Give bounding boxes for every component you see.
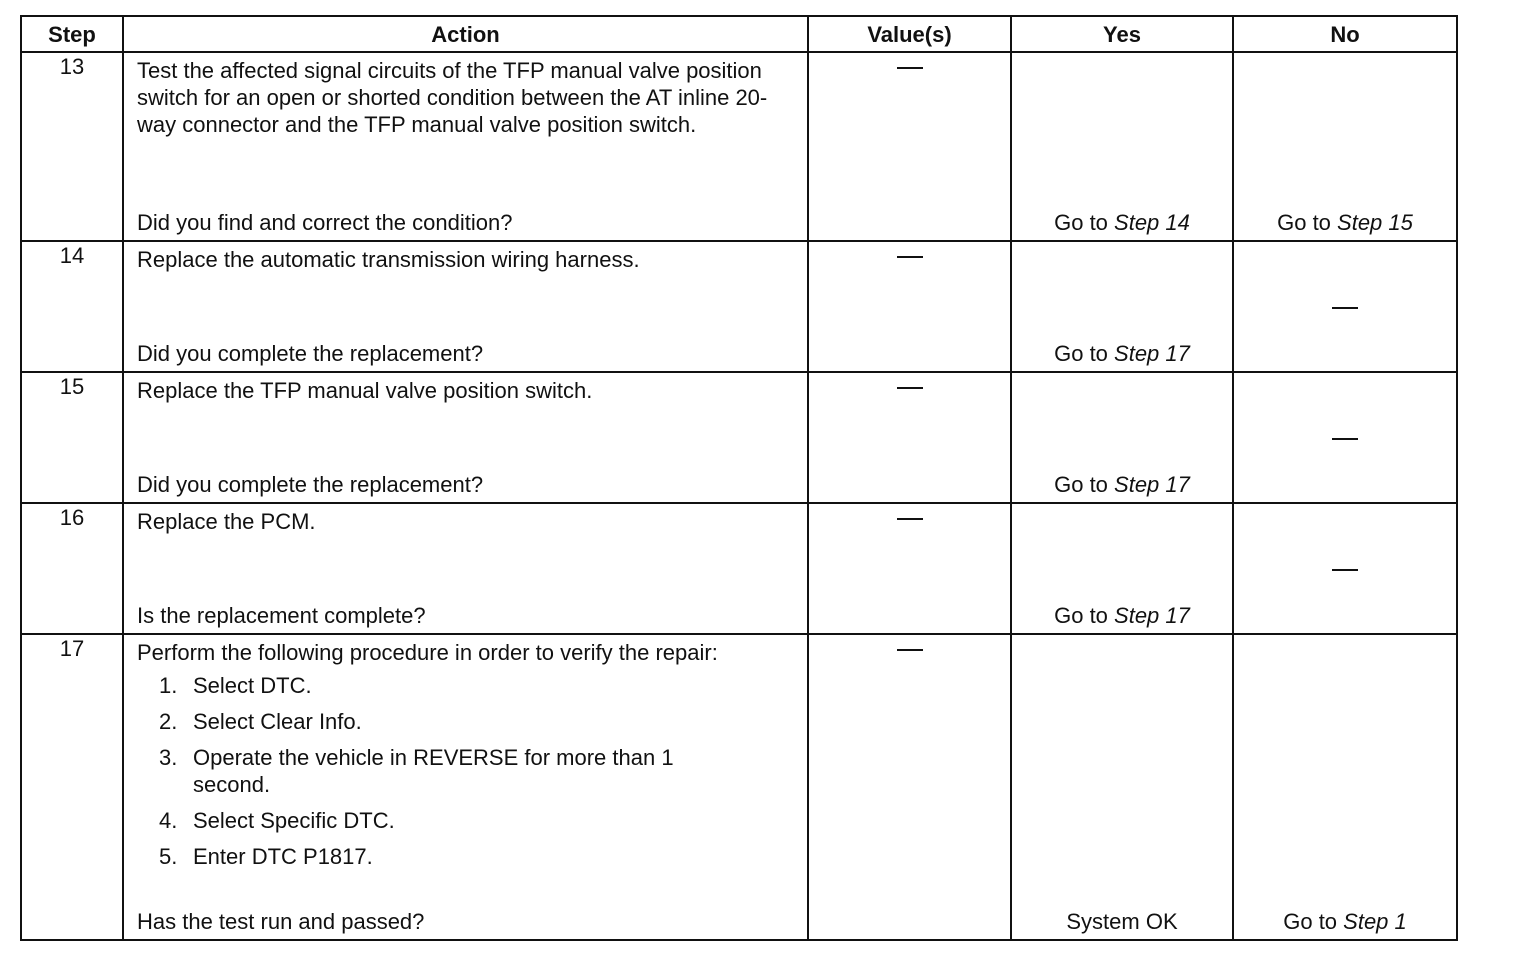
action-text: Replace the automatic transmission wiring harness. [137, 247, 640, 272]
yes-cell [1011, 634, 1233, 940]
em-dash [897, 649, 923, 651]
table-row [21, 52, 1457, 241]
value-cell [808, 52, 1011, 241]
action-text: Replace the TFP manual valve position switch. [137, 378, 593, 403]
yes-goto [1012, 471, 1232, 498]
header-action: Action [123, 16, 808, 52]
list-number: 3. [159, 745, 178, 770]
yes-cell [1011, 372, 1233, 503]
list-number: 2. [159, 709, 178, 734]
yes-cell [1011, 241, 1233, 372]
step-number: 13 [21, 52, 123, 241]
value-cell [808, 503, 1011, 634]
list-number: 5. [159, 844, 178, 869]
yes-goto [1012, 602, 1232, 629]
goto-step-link[interactable]: Step 15 [1337, 210, 1413, 235]
list-item [159, 744, 795, 798]
yes-goto [1012, 209, 1232, 236]
value-cell [808, 372, 1011, 503]
value-cell [808, 634, 1011, 940]
action-cell [123, 241, 808, 372]
no-cell [1233, 52, 1457, 241]
table-row [21, 503, 1457, 634]
em-dash [1332, 438, 1358, 440]
goto-prefix: Go to [1054, 341, 1115, 366]
action-text: Perform the following procedure in order to verify the repair: [137, 640, 718, 665]
goto-prefix: Go to [1277, 210, 1338, 235]
diagnostic-table [20, 15, 1458, 941]
step-number: 14 [21, 241, 123, 372]
question-text: Did you complete the replacement? [137, 472, 484, 497]
goto-step-link[interactable]: Step 17 [1114, 341, 1190, 366]
procedure-list [137, 672, 795, 870]
action-cell [123, 634, 808, 940]
yes-goto [1012, 340, 1232, 367]
no-cell [1233, 372, 1457, 503]
header-yes: Yes [1011, 16, 1233, 52]
goto-step-link[interactable]: Step 14 [1114, 210, 1190, 235]
no-goto [1234, 908, 1456, 935]
em-dash [1332, 569, 1358, 571]
goto-prefix: Go to [1283, 909, 1344, 934]
goto-step-link[interactable]: Step 17 [1114, 472, 1190, 497]
header-no: No [1233, 16, 1457, 52]
list-number: 1. [159, 673, 178, 698]
list-text: Enter DTC P1817. [193, 844, 373, 869]
yes-cell [1011, 503, 1233, 634]
no-cell [1233, 503, 1457, 634]
em-dash [897, 67, 923, 69]
question-text: Has the test run and passed? [137, 909, 425, 934]
table-row [21, 241, 1457, 372]
action-text: Replace the PCM. [137, 509, 316, 534]
list-item [159, 807, 795, 834]
no-goto [1234, 209, 1456, 236]
goto-step-link[interactable]: Step 1 [1343, 909, 1407, 934]
yes-result: System OK [1066, 909, 1178, 934]
action-cell [123, 503, 808, 634]
yes-cell [1011, 52, 1233, 241]
table-row [21, 634, 1457, 940]
no-cell [1233, 634, 1457, 940]
list-item [159, 672, 795, 699]
step-number: 16 [21, 503, 123, 634]
list-number: 4. [159, 808, 178, 833]
em-dash [897, 518, 923, 520]
action-cell [123, 372, 808, 503]
table-row [21, 372, 1457, 503]
value-cell [808, 241, 1011, 372]
goto-prefix: Go to [1054, 210, 1115, 235]
header-values: Value(s) [808, 16, 1011, 52]
goto-prefix: Go to [1054, 472, 1115, 497]
list-text: Select Specific DTC. [193, 808, 395, 833]
goto-step-link[interactable]: Step 17 [1114, 603, 1190, 628]
question-text: Is the replacement complete? [137, 603, 426, 628]
list-item [159, 708, 795, 735]
no-cell [1233, 241, 1457, 372]
step-number: 17 [21, 634, 123, 940]
em-dash [1332, 307, 1358, 309]
header-row [21, 16, 1457, 52]
action-cell [123, 52, 808, 241]
list-text: Select Clear Info. [193, 709, 362, 734]
question-text: Did you find and correct the condition? [137, 210, 513, 235]
em-dash [897, 256, 923, 258]
question-text: Did you complete the replacement? [137, 341, 484, 366]
em-dash [897, 387, 923, 389]
list-text: Select DTC. [193, 673, 312, 698]
header-step: Step [21, 16, 123, 52]
list-item [159, 843, 795, 870]
list-text: Operate the vehicle in REVERSE for more than 1 second. [193, 745, 674, 797]
step-number: 15 [21, 372, 123, 503]
action-text: Test the affected signal circuits of the TFP manual valve position switch for an open or shorted condition between the AT inline 20-way connector and the TFP manual valve position switch. [137, 58, 768, 137]
goto-prefix: Go to [1054, 603, 1115, 628]
